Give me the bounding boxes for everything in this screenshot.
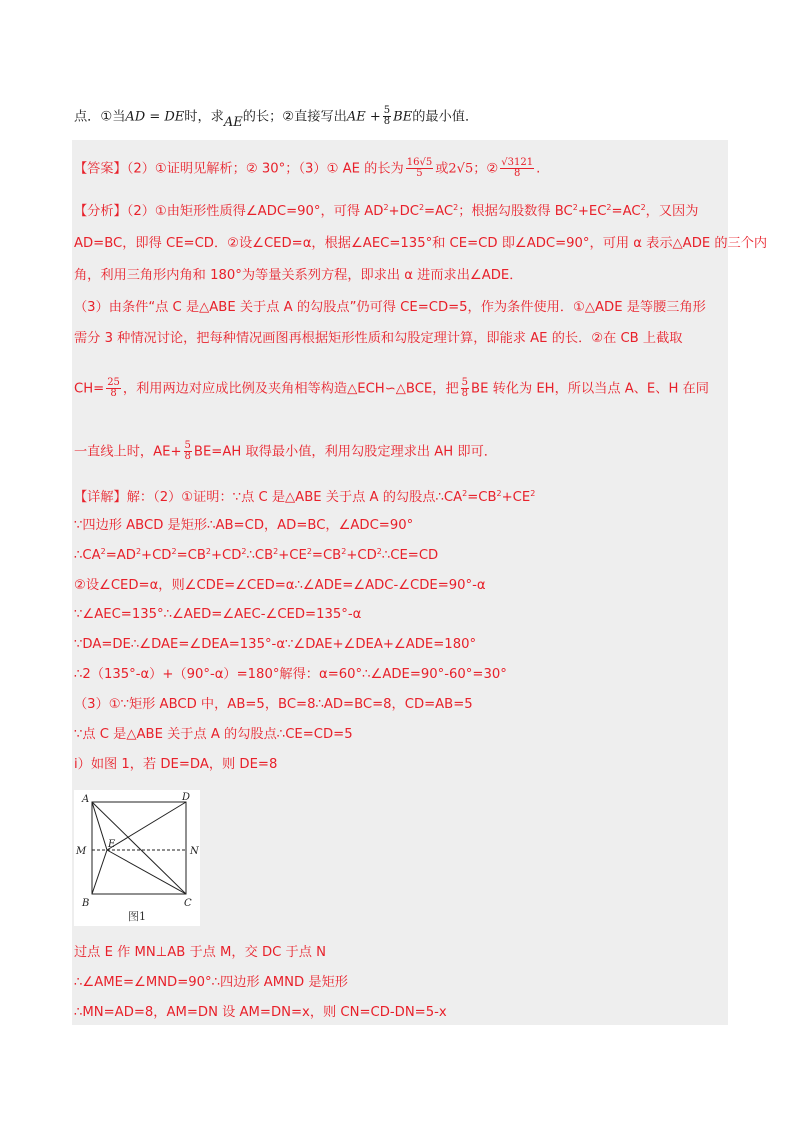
label-a: A xyxy=(82,794,90,805)
math-ae: AE xyxy=(223,114,243,130)
detail-line-6: ∵DA=DE∴∠DAE=∠DEA=135°-α∵∠DAE+∠DEA+∠ADE=180° xyxy=(74,637,477,652)
question-text: 点．①当 xyxy=(74,109,126,125)
geometry-diagram xyxy=(74,790,200,910)
detail-line-8: （3）①∵矩形 ABCD 中，AB=5，BC=8∴AD=BC=8，CD=AB=5 xyxy=(74,697,473,712)
detail-line-3: $\therefore CA^2=AD^2+CD^2=CB^2+CD^2\therefore CB^2+CE^2=CB^2+CD^2\therefore CE=CD$ xyxy=(74,547,439,563)
math-2sqrt5: 2√5 xyxy=(448,161,474,177)
question-line xyxy=(74,106,478,128)
analysis-line-1: 【分析】（2）①由矩形性质得∠ADC=90°，可得 $AD^2+DC^2=AC^2$；根据勾股数得 $BC^2+EC^2=AC^2$，又因为 xyxy=(74,203,699,219)
detail-line-13: ∴MN=AD=8，AM=DN 设 AM=DN=x，则 CN=CD-DN=5-x xyxy=(74,1005,447,1020)
fraction-5-8: $\frac{5}{8}$ xyxy=(461,377,469,399)
fraction-25-8: $\frac{25}{8}$ xyxy=(107,377,120,399)
detail-line-12: ∴∠AME=∠MND=90°∴四边形 AMND 是矩形 xyxy=(74,975,348,990)
detail-line-9: ∵点 C 是△ABE 关于点 A 的勾股点∴CE=CD=5 xyxy=(74,727,353,742)
fraction-sqrt3121-8: $\frac{√3121}{8}$ xyxy=(501,157,534,179)
analysis-line-2: AD=BC，即得 CE=CD．②设∠CED=α，根据∠AEC=135°和 CE=CD 即∠ADC=90°，可用 α 表示△ADE 的三个内 xyxy=(74,236,768,251)
segment-ed xyxy=(107,802,186,850)
detail-line-4: ②设∠CED=α，则∠CDE=∠CED=α∴∠ADE=∠ADC-∠CDE=90°-α xyxy=(74,578,486,593)
analysis-line-6: CH= $\frac{25}{8}$ ，利用两边对应成比例及夹角相等构造△ECH∽△BCE，把 $\frac{5}{8}$ BE 转化为 EH，所以当点 A、E、H 在同 xyxy=(74,377,709,399)
analysis-line-7: 一直线上时，AE+ $\frac{5}{8}$ BE=AH 取得最小值，利用勾股定理求出 AH 即可． xyxy=(74,440,497,462)
figure-caption: 图1 xyxy=(128,910,146,923)
analysis-line-3: 角，利用三角形内角和 180°为等量关系列方程，即求出 α 进而求出∠ADE． xyxy=(74,268,523,283)
fraction-5-8: $\frac{5}{8}$ xyxy=(184,440,191,462)
fraction-5-8: $\frac{5}{8}$ xyxy=(383,105,391,127)
detail-line-7: ∴2（135°-α）+（90°-α）=180°解得：α=60°∴∠ADE=90°-60°=30° xyxy=(74,667,507,682)
segment-ec xyxy=(107,850,186,894)
analysis-line-5: 需分 3 种情况讨论，把每种情况画图再根据矩形性质和勾股定理计算，即能求 AE 的长．②在 CB 上截取 xyxy=(74,331,683,346)
label-d: D xyxy=(182,792,191,803)
label-e: E xyxy=(108,839,116,850)
math-be: BE xyxy=(393,109,413,125)
segment-eb xyxy=(92,850,107,894)
detail-line-11: 过点 E 作 MN⊥AB 于点 M，交 DC 于点 N xyxy=(74,945,326,960)
answer-text: . xyxy=(536,161,541,177)
math-ae-plus: AE + xyxy=(346,109,381,125)
fraction-16sqrt5-5: $\frac{16√5}{5}$ xyxy=(406,157,433,179)
answer-line xyxy=(74,158,540,180)
detail-line-1: 【详解】解：（2）①证明：∵点 C 是△ABE 关于点 A 的勾股点$\therefore CA^2=CB^2+CE^2$ xyxy=(74,489,536,505)
label-c: C xyxy=(184,898,192,909)
answer-text: 【答案】（2）①证明见解析；② 30°；（3）① AE 的长为 xyxy=(74,161,404,177)
question-text: 时，求 xyxy=(184,109,224,125)
answer-text: 或 xyxy=(435,161,449,177)
question-text: 的长；②直接写出 xyxy=(242,109,347,125)
question-text: 的最小值． xyxy=(412,109,479,125)
detail-line-2: ∵四边形 ABCD 是矩形∴AB=CD，AD=BC，∠ADC=90° xyxy=(74,518,414,533)
label-n: N xyxy=(190,846,199,857)
answer-text: ；② xyxy=(473,161,499,177)
detail-line-10: i）如图 1，若 DE=DA，则 DE=8 xyxy=(74,757,278,772)
label-b: B xyxy=(82,898,90,909)
detail-line-5: ∵∠AEC=135°∴∠AED=∠AEC-∠CED=135°-α xyxy=(74,607,362,622)
analysis-line-4: （3）由条件“点 C 是△ABE 关于点 A 的勾股点”仍可得 CE=CD=5，作为条件使用．①△ADE 是等腰三角形 xyxy=(74,300,706,315)
figure-1 xyxy=(74,790,200,926)
math-ad-eq-de: AD = DE xyxy=(125,109,185,125)
label-m: M xyxy=(76,846,87,857)
